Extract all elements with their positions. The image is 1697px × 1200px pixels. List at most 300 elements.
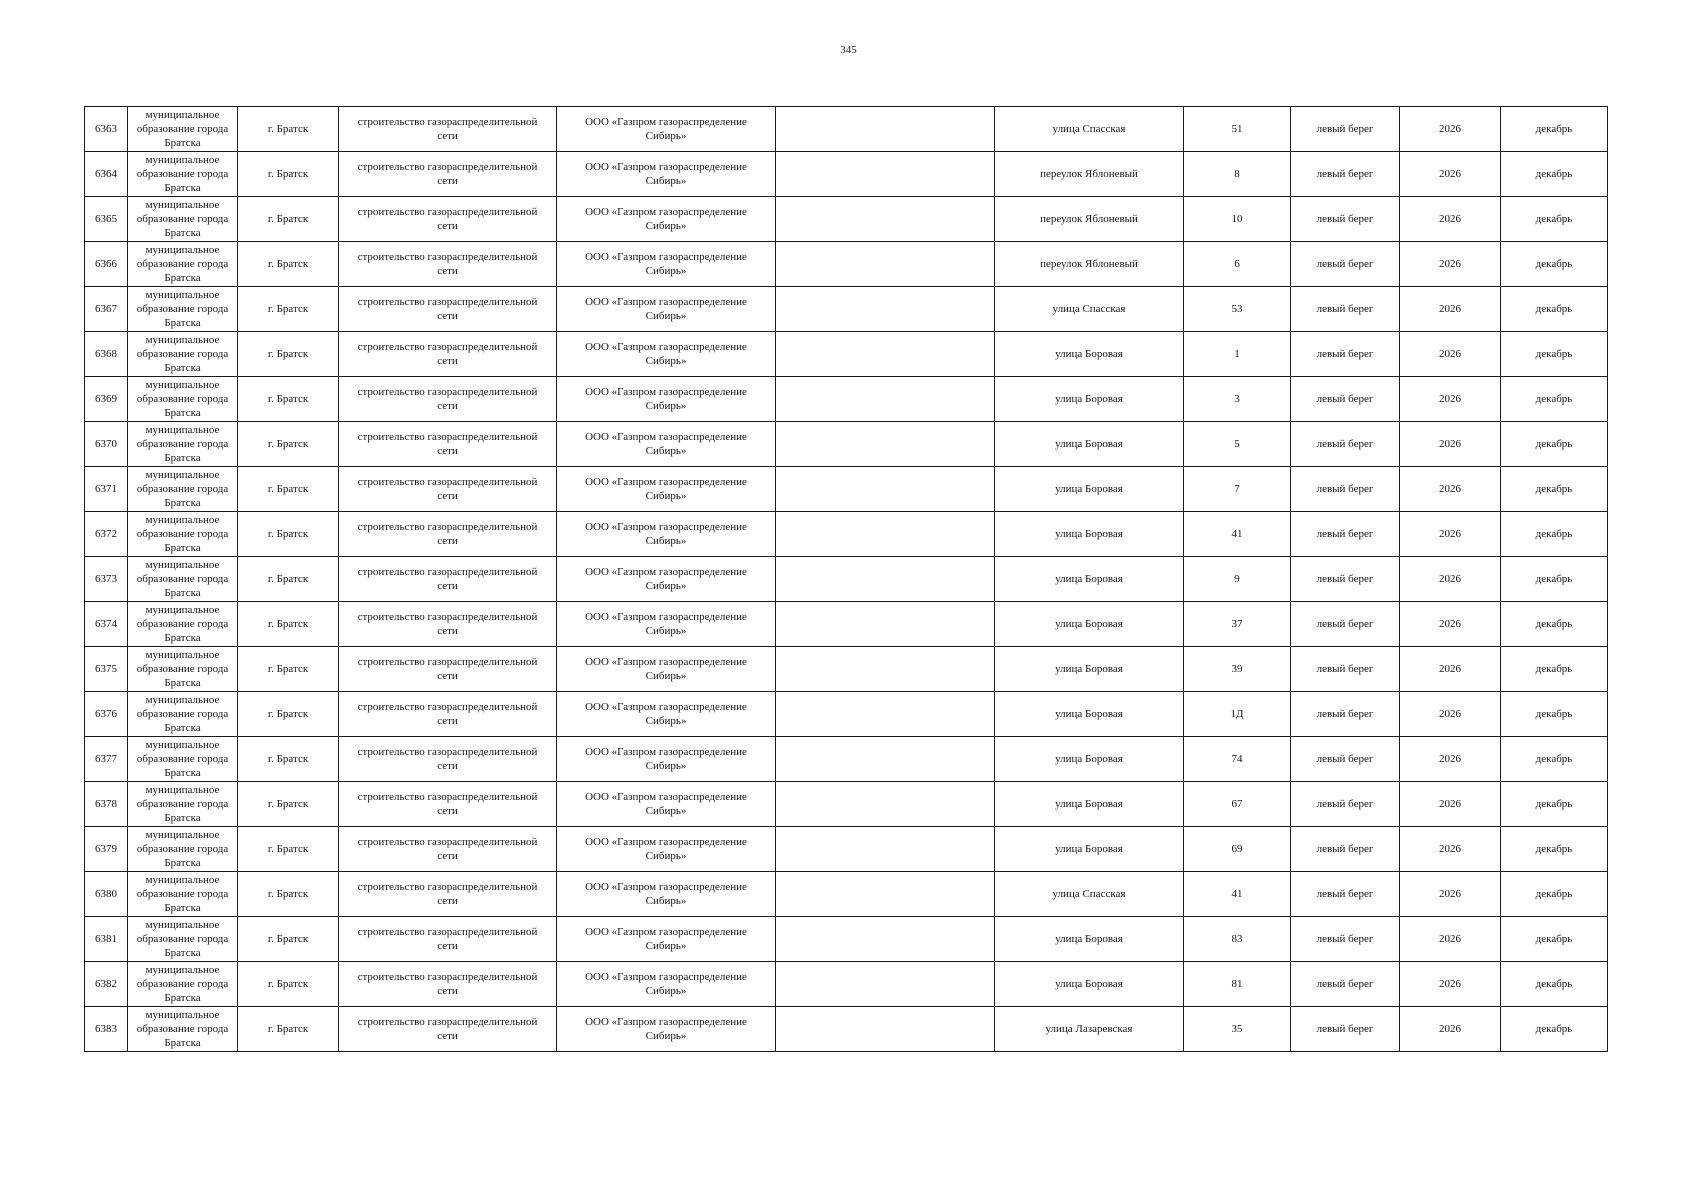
month-cell: декабрь [1501,512,1608,557]
street-cell: улица Лазаревская [995,1007,1184,1052]
work-type-cell-line: строительство газораспределительной [357,791,538,803]
organization-cell-line: ООО «Газпром газораспределение [585,296,747,308]
work-type-cell [339,242,557,287]
year-cell: 2026 [1400,512,1501,557]
work-type-cell [339,827,557,872]
municipality-cell-line: муниципальное [145,109,220,121]
table-row [85,737,1608,782]
organization-cell-line: ООО «Газпром газораспределение [585,251,747,263]
city-cell: г. Братск [238,512,339,557]
organization-cell-line: ООО «Газпром газораспределение [585,386,747,398]
municipality-cell-line: муниципальное [145,739,220,751]
year-cell: 2026 [1400,1007,1501,1052]
municipality-cell [128,692,238,737]
municipality-cell-line: Братска [164,182,201,194]
municipality-cell-line: муниципальное [145,514,220,526]
house-number-cell: 39 [1184,647,1291,692]
year-cell: 2026 [1400,377,1501,422]
house-number-cell: 9 [1184,557,1291,602]
municipality-cell-line: Братска [164,497,201,509]
house-number-cell: 3 [1184,377,1291,422]
organization-cell-line: ООО «Газпром газораспределение [585,476,747,488]
organization-cell-line: Сибирь» [645,940,687,952]
year-cell: 2026 [1400,647,1501,692]
work-type-cell-line: сети [437,445,458,457]
table-row [85,692,1608,737]
municipality-cell [128,197,238,242]
month-cell: декабрь [1501,467,1608,512]
row-number-cell: 6383 [85,1007,128,1052]
organization-cell-line: Сибирь» [645,895,687,907]
municipality-cell-line: Братска [164,1037,201,1049]
street-cell: улица Боровая [995,647,1184,692]
page-number: 345 [840,44,857,56]
municipality-cell-line: образование города [136,753,229,765]
house-number-cell: 1 [1184,332,1291,377]
month-cell: декабрь [1501,647,1608,692]
row-number-cell: 6365 [85,197,128,242]
municipality-cell-line: образование города [136,618,229,630]
year-cell: 2026 [1400,422,1501,467]
river-bank-cell: левый берег [1291,647,1400,692]
empty-cell [776,242,995,287]
work-type-cell [339,332,557,377]
month-cell: декабрь [1501,602,1608,647]
work-type-cell [339,197,557,242]
street-cell: улица Боровая [995,557,1184,602]
municipality-cell [128,467,238,512]
work-type-cell-line: сети [437,580,458,592]
street-cell: переулок Яблоневый [995,242,1184,287]
empty-cell [776,872,995,917]
table-row [85,242,1608,287]
organization-cell-line: Сибирь» [645,400,687,412]
empty-cell [776,377,995,422]
month-cell: декабрь [1501,917,1608,962]
work-type-cell-line: строительство газораспределительной [357,971,538,983]
month-cell: декабрь [1501,422,1608,467]
street-cell: улица Боровая [995,962,1184,1007]
river-bank-cell: левый берег [1291,422,1400,467]
river-bank-cell: левый берег [1291,782,1400,827]
year-cell: 2026 [1400,782,1501,827]
municipality-cell-line: муниципальное [145,199,220,211]
municipality-cell-line: муниципальное [145,559,220,571]
table-row [85,782,1608,827]
house-number-cell: 10 [1184,197,1291,242]
organization-cell [557,737,776,782]
work-type-cell-line: строительство газораспределительной [357,926,538,938]
street-cell: улица Боровая [995,917,1184,962]
empty-cell [776,962,995,1007]
house-number-cell: 69 [1184,827,1291,872]
municipality-cell-line: муниципальное [145,604,220,616]
work-type-cell-line: строительство газораспределительной [357,701,538,713]
organization-cell-line: Сибирь» [645,490,687,502]
river-bank-cell: левый берег [1291,332,1400,377]
city-cell: г. Братск [238,1007,339,1052]
river-bank-cell: левый берег [1291,467,1400,512]
row-number-cell: 6366 [85,242,128,287]
municipality-cell-line: образование города [136,798,229,810]
organization-cell-line: ООО «Газпром газораспределение [585,116,747,128]
city-cell: г. Братск [238,602,339,647]
organization-cell [557,692,776,737]
municipality-cell-line: Братска [164,902,201,914]
city-cell: г. Братск [238,782,339,827]
municipality-cell-line: муниципальное [145,964,220,976]
work-type-cell-line: сети [437,400,458,412]
organization-cell-line: Сибирь» [645,220,687,232]
municipality-cell-line: Братска [164,317,201,329]
work-type-cell-line: строительство газораспределительной [357,296,538,308]
municipality-cell-line: Братска [164,677,201,689]
year-cell: 2026 [1400,152,1501,197]
municipality-cell-line: образование города [136,708,229,720]
empty-cell [776,287,995,332]
row-number-cell: 6363 [85,107,128,152]
row-number-cell: 6371 [85,467,128,512]
row-number-cell: 6374 [85,602,128,647]
organization-cell [557,917,776,962]
municipality-cell [128,422,238,467]
municipality-cell-line: образование города [136,978,229,990]
street-cell: улица Боровая [995,602,1184,647]
work-type-cell [339,962,557,1007]
year-cell: 2026 [1400,557,1501,602]
river-bank-cell: левый берег [1291,557,1400,602]
year-cell: 2026 [1400,737,1501,782]
row-number-cell: 6382 [85,962,128,1007]
street-cell: улица Боровая [995,782,1184,827]
work-type-cell-line: строительство газораспределительной [357,746,538,758]
work-type-cell-line: сети [437,535,458,547]
street-cell: переулок Яблоневый [995,152,1184,197]
year-cell: 2026 [1400,242,1501,287]
organization-cell [557,467,776,512]
city-cell: г. Братск [238,827,339,872]
work-type-cell-line: сети [437,1030,458,1042]
municipality-cell-line: муниципальное [145,334,220,346]
municipality-cell-line: муниципальное [145,829,220,841]
street-cell: переулок Яблоневый [995,197,1184,242]
organization-cell-line: ООО «Газпром газораспределение [585,746,747,758]
street-cell: улица Боровая [995,827,1184,872]
year-cell: 2026 [1400,197,1501,242]
street-cell: улица Боровая [995,512,1184,557]
work-type-cell-line: сети [437,130,458,142]
municipality-cell-line: образование города [136,843,229,855]
street-cell: улица Спасская [995,107,1184,152]
empty-cell [776,467,995,512]
municipality-cell-line: образование города [136,888,229,900]
city-cell: г. Братск [238,422,339,467]
table-row [85,377,1608,422]
organization-cell-line: ООО «Газпром газораспределение [585,971,747,983]
organization-cell-line: Сибирь» [645,310,687,322]
empty-cell [776,602,995,647]
organization-cell-line: ООО «Газпром газораспределение [585,926,747,938]
month-cell: декабрь [1501,332,1608,377]
municipality-cell-line: Братска [164,137,201,149]
work-type-cell-line: строительство газораспределительной [357,431,538,443]
municipality-cell-line: Братска [164,542,201,554]
municipality-cell [128,287,238,332]
work-type-cell-line: строительство газораспределительной [357,881,538,893]
organization-cell [557,422,776,467]
river-bank-cell: левый берег [1291,827,1400,872]
municipality-cell [128,737,238,782]
row-number-cell: 6381 [85,917,128,962]
house-number-cell: 5 [1184,422,1291,467]
work-type-cell [339,557,557,602]
municipality-cell [128,332,238,377]
municipality-cell [128,377,238,422]
year-cell: 2026 [1400,332,1501,377]
municipality-cell [128,152,238,197]
empty-cell [776,737,995,782]
table-row [85,197,1608,242]
river-bank-cell: левый берег [1291,692,1400,737]
table-row [85,332,1608,377]
municipality-cell-line: Братска [164,272,201,284]
table-row [85,287,1608,332]
work-type-cell-line: строительство газораспределительной [357,611,538,623]
river-bank-cell: левый берег [1291,512,1400,557]
river-bank-cell: левый берег [1291,737,1400,782]
table-row [85,107,1608,152]
municipality-cell-line: Братска [164,857,201,869]
organization-cell-line: Сибирь» [645,985,687,997]
organization-cell-line: Сибирь» [645,1030,687,1042]
city-cell: г. Братск [238,242,339,287]
work-type-cell-line: строительство газораспределительной [357,386,538,398]
organization-cell [557,557,776,602]
work-type-cell [339,647,557,692]
organization-cell-line: Сибирь» [645,175,687,187]
work-type-cell-line: строительство газораспределительной [357,656,538,668]
empty-cell [776,917,995,962]
municipality-cell-line: Братска [164,992,201,1004]
organization-cell [557,242,776,287]
house-number-cell: 6 [1184,242,1291,287]
work-type-cell-line: строительство газораспределительной [357,116,538,128]
row-number-cell: 6367 [85,287,128,332]
city-cell: г. Братск [238,107,339,152]
year-cell: 2026 [1400,827,1501,872]
organization-cell-line: Сибирь» [645,445,687,457]
work-type-cell-line: сети [437,175,458,187]
municipality-cell-line: образование города [136,123,229,135]
year-cell: 2026 [1400,692,1501,737]
organization-cell-line: Сибирь» [645,625,687,637]
house-number-cell: 83 [1184,917,1291,962]
municipality-cell-line: муниципальное [145,694,220,706]
house-number-cell: 51 [1184,107,1291,152]
year-cell: 2026 [1400,602,1501,647]
organization-cell-line: Сибирь» [645,535,687,547]
work-type-cell [339,152,557,197]
municipality-cell-line: муниципальное [145,424,220,436]
municipality-cell [128,962,238,1007]
river-bank-cell: левый берег [1291,872,1400,917]
municipality-cell-line: образование города [136,258,229,270]
year-cell: 2026 [1400,107,1501,152]
organization-cell-line: Сибирь» [645,130,687,142]
municipality-cell-line: Братска [164,587,201,599]
street-cell: улица Спасская [995,287,1184,332]
city-cell: г. Братск [238,647,339,692]
municipality-cell-line: муниципальное [145,784,220,796]
work-type-cell-line: строительство газораспределительной [357,476,538,488]
municipality-cell-line: Братска [164,812,201,824]
month-cell: декабрь [1501,557,1608,602]
table-row [85,422,1608,467]
municipality-cell-line: образование города [136,213,229,225]
month-cell: декабрь [1501,962,1608,1007]
municipality-cell-line: муниципальное [145,289,220,301]
municipality-cell-line: образование города [136,348,229,360]
month-cell: декабрь [1501,737,1608,782]
organization-cell-line: Сибирь» [645,715,687,727]
empty-cell [776,557,995,602]
year-cell: 2026 [1400,287,1501,332]
municipality-cell-line: муниципальное [145,379,220,391]
municipality-cell-line: Братска [164,767,201,779]
municipality-cell [128,557,238,602]
row-number-cell: 6369 [85,377,128,422]
empty-cell [776,152,995,197]
organization-cell [557,602,776,647]
month-cell: декабрь [1501,827,1608,872]
organization-cell-line: ООО «Газпром газораспределение [585,881,747,893]
house-number-cell: 1Д [1184,692,1291,737]
organization-cell-line: Сибирь» [645,580,687,592]
house-number-cell: 8 [1184,152,1291,197]
municipality-cell [128,782,238,827]
work-type-cell-line: сети [437,220,458,232]
month-cell: декабрь [1501,287,1608,332]
year-cell: 2026 [1400,962,1501,1007]
street-cell: улица Боровая [995,377,1184,422]
organization-cell-line: ООО «Газпром газораспределение [585,521,747,533]
municipality-cell [128,242,238,287]
organization-cell [557,962,776,1007]
table-row [85,962,1608,1007]
organization-cell [557,1007,776,1052]
month-cell: декабрь [1501,152,1608,197]
empty-cell [776,512,995,557]
municipality-cell [128,1007,238,1052]
river-bank-cell: левый берег [1291,152,1400,197]
municipality-cell-line: муниципальное [145,874,220,886]
city-cell: г. Братск [238,872,339,917]
work-type-cell-line: строительство газораспределительной [357,521,538,533]
row-number-cell: 6379 [85,827,128,872]
work-type-cell [339,602,557,647]
municipality-cell-line: Братска [164,947,201,959]
row-number-cell: 6364 [85,152,128,197]
work-type-cell [339,107,557,152]
table-row [85,872,1608,917]
work-type-cell [339,287,557,332]
month-cell: декабрь [1501,872,1608,917]
year-cell: 2026 [1400,917,1501,962]
organization-cell-line: ООО «Газпром газораспределение [585,206,747,218]
municipality-cell-line: образование города [136,393,229,405]
river-bank-cell: левый берег [1291,602,1400,647]
municipality-cell-line: Братска [164,722,201,734]
register-table [84,106,1608,1052]
month-cell: декабрь [1501,242,1608,287]
work-type-cell-line: сети [437,355,458,367]
municipality-cell-line: муниципальное [145,154,220,166]
municipality-cell [128,107,238,152]
municipality-cell-line: образование города [136,303,229,315]
month-cell: декабрь [1501,107,1608,152]
work-type-cell-line: строительство газораспределительной [357,341,538,353]
empty-cell [776,107,995,152]
municipality-cell [128,917,238,962]
city-cell: г. Братск [238,737,339,782]
organization-cell [557,872,776,917]
register-rows [85,107,1608,1052]
table-row [85,467,1608,512]
work-type-cell [339,737,557,782]
municipality-cell-line: образование города [136,663,229,675]
organization-cell [557,197,776,242]
organization-cell-line: ООО «Газпром газораспределение [585,161,747,173]
work-type-cell-line: строительство газораспределительной [357,836,538,848]
river-bank-cell: левый берег [1291,962,1400,1007]
organization-cell-line: Сибирь» [645,805,687,817]
work-type-cell-line: сети [437,715,458,727]
municipality-cell-line: образование города [136,438,229,450]
street-cell: улица Боровая [995,422,1184,467]
city-cell: г. Братск [238,917,339,962]
street-cell: улица Боровая [995,332,1184,377]
river-bank-cell: левый берег [1291,287,1400,332]
municipality-cell-line: Братска [164,362,201,374]
municipality-cell-line: муниципальное [145,919,220,931]
empty-cell [776,647,995,692]
organization-cell [557,377,776,422]
river-bank-cell: левый берег [1291,107,1400,152]
street-cell: улица Спасская [995,872,1184,917]
row-number-cell: 6380 [85,872,128,917]
work-type-cell [339,512,557,557]
municipality-cell-line: Братска [164,452,201,464]
organization-cell [557,512,776,557]
work-type-cell-line: сети [437,760,458,772]
river-bank-cell: левый берег [1291,1007,1400,1052]
city-cell: г. Братск [238,377,339,422]
empty-cell [776,1007,995,1052]
municipality-cell-line: образование города [136,483,229,495]
work-type-cell-line: строительство газораспределительной [357,161,538,173]
municipality-cell-line: образование города [136,168,229,180]
work-type-cell-line: сети [437,805,458,817]
municipality-cell-line: Братска [164,227,201,239]
row-number-cell: 6377 [85,737,128,782]
river-bank-cell: левый берег [1291,242,1400,287]
house-number-cell: 81 [1184,962,1291,1007]
work-type-cell [339,1007,557,1052]
year-cell: 2026 [1400,467,1501,512]
organization-cell-line: ООО «Газпром газораспределение [585,656,747,668]
organization-cell-line: ООО «Газпром газораспределение [585,566,747,578]
city-cell: г. Братск [238,332,339,377]
